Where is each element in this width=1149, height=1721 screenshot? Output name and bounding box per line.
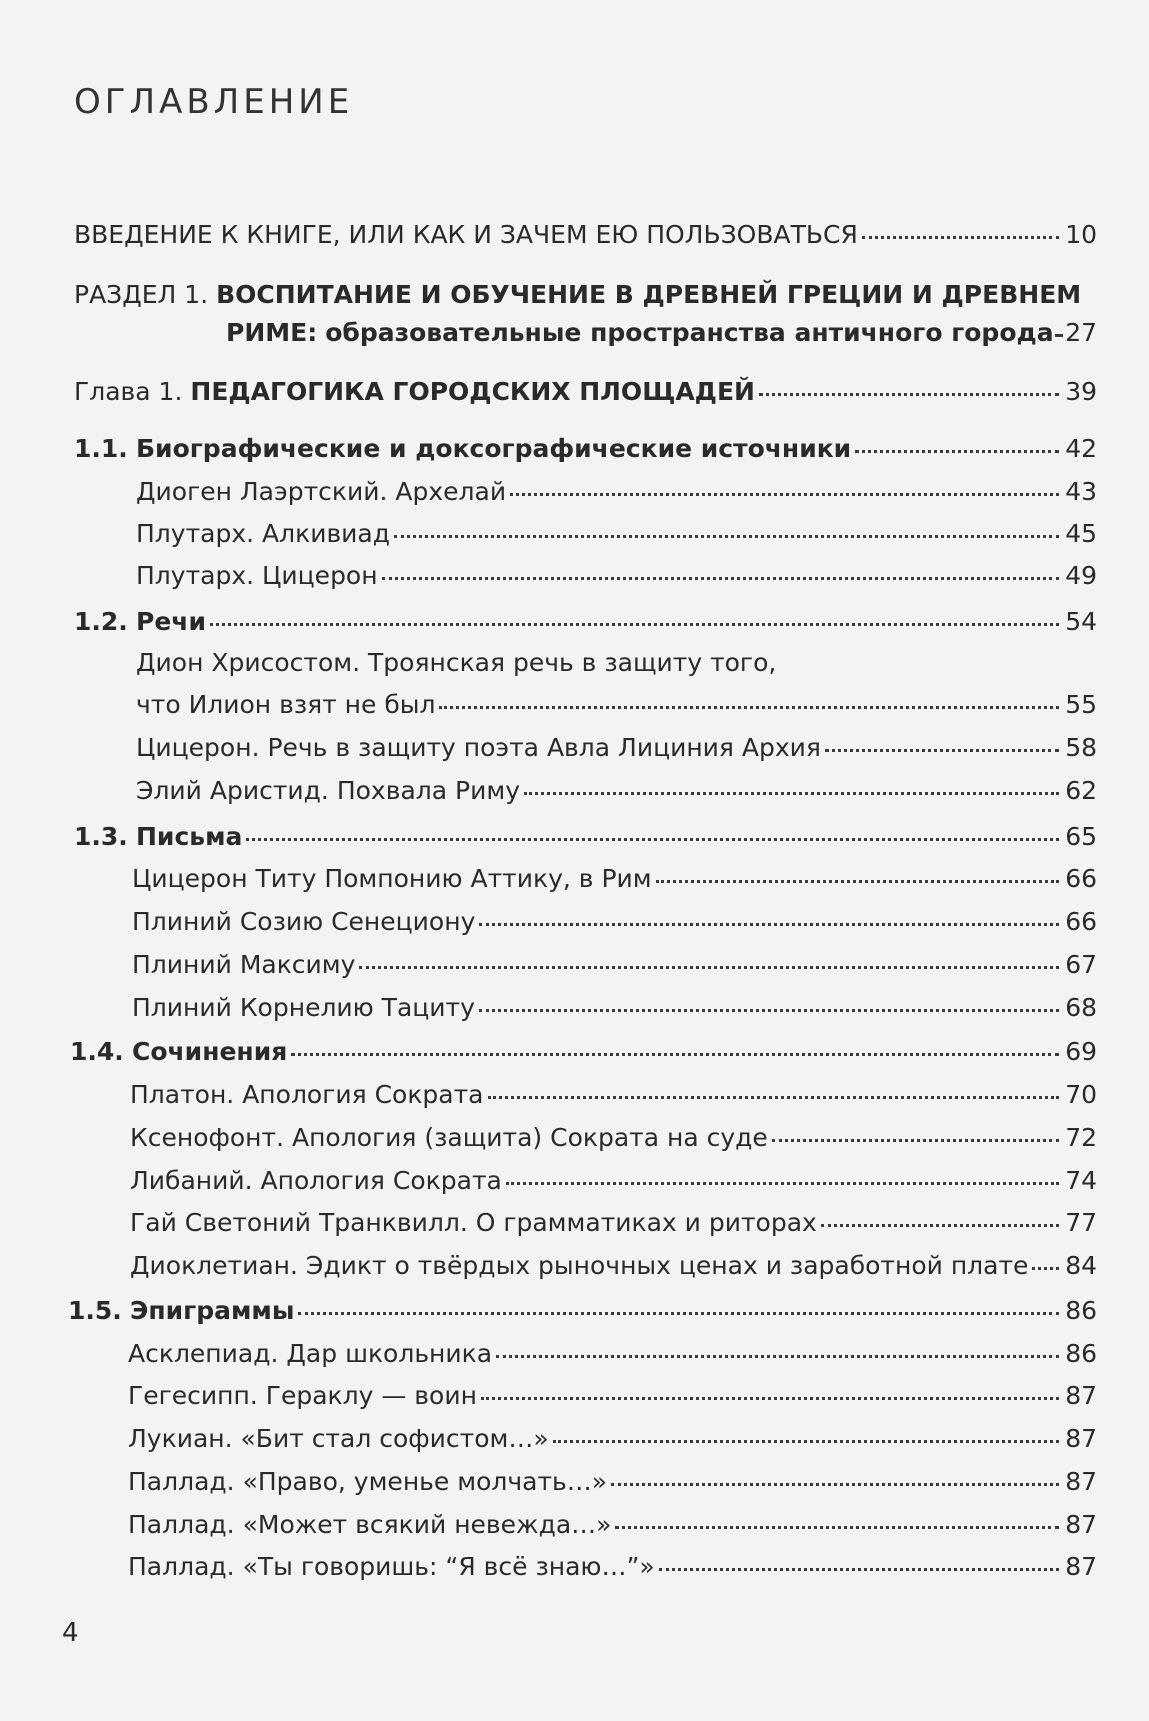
- toc-item[interactable]: [128, 1381, 1097, 1411]
- toc-item[interactable]: [128, 1552, 1097, 1582]
- leader-dots: [382, 571, 1060, 580]
- section-title-line2: РИМЕ:: [226, 318, 318, 347]
- toc-item[interactable]: [132, 907, 1097, 937]
- item-page: 55: [1065, 690, 1097, 719]
- toc-item[interactable]: [130, 1251, 1097, 1281]
- entry-page: 65: [1065, 822, 1097, 851]
- leader-dots: [298, 1306, 1059, 1315]
- item-title: Асклепиад. Дар школьника: [128, 1339, 493, 1368]
- toc-chapter-1[interactable]: [74, 377, 1097, 407]
- item-title: Лукиан. «Бит стал софистом…»: [128, 1424, 549, 1453]
- item-page: 70: [1065, 1080, 1097, 1109]
- toc-item-line[interactable]: [136, 648, 776, 678]
- subsection-title: Сочинения: [132, 1037, 288, 1066]
- toc-item[interactable]: [132, 864, 1097, 894]
- leader-dots: [246, 832, 1059, 841]
- toc-item[interactable]: [128, 1424, 1097, 1454]
- section-subtitle: образовательные пространства античного города: [325, 318, 1054, 347]
- leader-dots: [615, 1520, 1059, 1529]
- subsection-title: Речи: [136, 607, 206, 636]
- item-title: Паллад. «Право, уменье молчать…»: [128, 1467, 608, 1496]
- item-page: 45: [1065, 519, 1097, 548]
- item-title: Диоген Лаэртский. Архелай: [136, 477, 507, 506]
- page-number: 4: [62, 1618, 79, 1648]
- leader-dots: [1058, 328, 1060, 337]
- toc-item[interactable]: [130, 1080, 1097, 1110]
- toc-item[interactable]: [132, 993, 1097, 1023]
- leader-dots: [479, 1003, 1059, 1012]
- item-page: 67: [1065, 950, 1097, 979]
- item-title: Плутарх. Цицерон: [136, 561, 378, 590]
- toc-subsection-1-3[interactable]: [74, 822, 1097, 852]
- item-title: Плиний Созию Сенециону: [132, 907, 476, 936]
- item-page: 84: [1065, 1251, 1097, 1280]
- toc-item[interactable]: [136, 519, 1097, 549]
- leader-dots: [855, 444, 1059, 453]
- leader-dots: [1032, 1261, 1059, 1270]
- item-page: 87: [1065, 1552, 1097, 1581]
- toc-subsection-1-1[interactable]: [74, 434, 1097, 464]
- toc-item[interactable]: [132, 950, 1097, 980]
- item-page: 87: [1065, 1424, 1097, 1453]
- leader-dots: [488, 1090, 1060, 1099]
- leader-dots: [656, 874, 1060, 883]
- item-page: 87: [1065, 1467, 1097, 1496]
- item-page: 66: [1065, 907, 1097, 936]
- item-title: Цицерон Титу Помпонию Аттику, в Рим: [132, 864, 652, 893]
- leader-dots: [291, 1047, 1059, 1056]
- leader-dots: [862, 230, 1059, 239]
- subsection-number: 1.2.: [74, 607, 128, 636]
- subsection-title: Биографические и доксографические источники: [136, 434, 852, 463]
- item-title: Гегесипп. Гераклу — воин: [128, 1381, 477, 1410]
- subsection-number: 1.4.: [70, 1037, 124, 1066]
- item-title: Либаний. Апология Сократа: [130, 1166, 502, 1195]
- subsection-number: 1.1.: [74, 434, 128, 463]
- item-page: 87: [1065, 1381, 1097, 1410]
- item-title: Паллад. «Может всякий невежда…»: [128, 1510, 612, 1539]
- item-page: 74: [1065, 1166, 1097, 1195]
- toc-item[interactable]: [128, 1467, 1097, 1497]
- toc-section-1-title[interactable]: [74, 280, 1081, 310]
- item-title: Гай Светоний Транквилл. О грамматиках и риторах: [130, 1208, 817, 1237]
- subsection-number: 1.3.: [74, 822, 128, 851]
- toc-heading: ОГЛАВЛЕНИЕ: [74, 82, 354, 122]
- leader-dots: [821, 1218, 1059, 1227]
- leader-dots: [553, 1434, 1060, 1443]
- toc-item[interactable]: [128, 1510, 1097, 1540]
- chapter-title: ПЕДАГОГИКА ГОРОДСКИХ ПЛОЩАДЕЙ: [190, 377, 755, 406]
- entry-page: 39: [1065, 377, 1097, 406]
- item-title: что Илион взят не был: [136, 690, 436, 719]
- leader-dots: [524, 786, 1059, 795]
- toc-item[interactable]: [130, 1123, 1097, 1153]
- item-title: Диоклетиан. Эдикт о твёрдых рыночных ценах и заработной плате: [130, 1251, 1029, 1280]
- leader-dots: [496, 1349, 1059, 1358]
- item-title: Цицерон. Речь в защиту поэта Авла Лициния Архия: [136, 733, 821, 762]
- item-title: Плиний Корнелию Тациту: [132, 993, 475, 1022]
- leader-dots: [825, 743, 1059, 752]
- item-page: 58: [1065, 733, 1097, 762]
- item-page: 68: [1065, 993, 1097, 1022]
- entry-page: 10: [1065, 220, 1097, 249]
- item-page: 66: [1065, 864, 1097, 893]
- toc-subsection-1-5[interactable]: [68, 1296, 1097, 1326]
- item-page: 72: [1065, 1123, 1097, 1152]
- entry-page: 86: [1065, 1296, 1097, 1325]
- entry-page: 69: [1065, 1037, 1097, 1066]
- section-prefix: РАЗДЕЛ 1.: [74, 280, 209, 309]
- toc-item[interactable]: [136, 733, 1097, 763]
- subsection-number: 1.5.: [68, 1296, 122, 1325]
- chapter-prefix: Глава 1.: [74, 377, 183, 406]
- toc-subsection-1-2[interactable]: [74, 607, 1097, 637]
- item-title: Элий Аристид. Похвала Риму: [136, 776, 520, 805]
- leader-dots: [611, 1477, 1059, 1486]
- toc-item[interactable]: [128, 1339, 1097, 1369]
- toc-item[interactable]: [136, 477, 1097, 507]
- item-page: 62: [1065, 776, 1097, 805]
- entry-title: ВВЕДЕНИЕ К КНИГЕ, ИЛИ КАК И ЗАЧЕМ ЕЮ ПОЛЬЗОВАТЬСЯ: [74, 220, 858, 249]
- item-title: Плутарх. Алкивиад: [136, 519, 391, 548]
- toc-entry-intro[interactable]: [74, 220, 1097, 250]
- item-title: Плиний Максиму: [132, 950, 356, 979]
- leader-dots: [659, 1562, 1059, 1571]
- leader-dots: [506, 1176, 1059, 1185]
- toc-item[interactable]: [130, 1208, 1097, 1238]
- toc-subsection-1-4[interactable]: [70, 1037, 1097, 1067]
- leader-dots: [479, 917, 1059, 926]
- toc-item[interactable]: [136, 690, 1097, 720]
- leader-dots: [359, 960, 1059, 969]
- leader-dots: [394, 529, 1059, 538]
- leader-dots: [510, 487, 1059, 496]
- item-title: Ксенофонт. Апология (защита) Сократа на суде: [130, 1123, 768, 1152]
- leader-dots: [759, 387, 1059, 396]
- toc-section-1-subtitle[interactable]: [226, 318, 1097, 348]
- item-page: 43: [1065, 477, 1097, 506]
- subsection-title: Письма: [136, 822, 243, 851]
- item-title: Паллад. «Ты говоришь: “Я всё знаю…”»: [128, 1552, 655, 1581]
- toc-item[interactable]: [136, 776, 1097, 806]
- leader-dots: [772, 1133, 1059, 1142]
- item-page: 86: [1065, 1339, 1097, 1368]
- entry-page: 54: [1065, 607, 1097, 636]
- entry-page: 42: [1065, 434, 1097, 463]
- leader-dots: [481, 1391, 1059, 1400]
- toc-item[interactable]: [130, 1166, 1097, 1196]
- leader-dots: [210, 617, 1059, 626]
- entry-page: 27: [1065, 318, 1097, 347]
- item-page: 77: [1065, 1208, 1097, 1237]
- subsection-title: Эпиграммы: [130, 1296, 295, 1325]
- section-title-line1: ВОСПИТАНИЕ И ОБУЧЕНИЕ В ДРЕВНЕЙ ГРЕЦИИ И ДРЕВНЕМ: [216, 280, 1082, 309]
- item-title: Платон. Апология Сократа: [130, 1080, 484, 1109]
- item-page: 49: [1065, 561, 1097, 590]
- toc-item[interactable]: [136, 561, 1097, 591]
- leader-dots: [439, 700, 1059, 709]
- item-title: Дион Хрисостом. Троянская речь в защиту того,: [136, 648, 777, 677]
- item-page: 87: [1065, 1510, 1097, 1539]
